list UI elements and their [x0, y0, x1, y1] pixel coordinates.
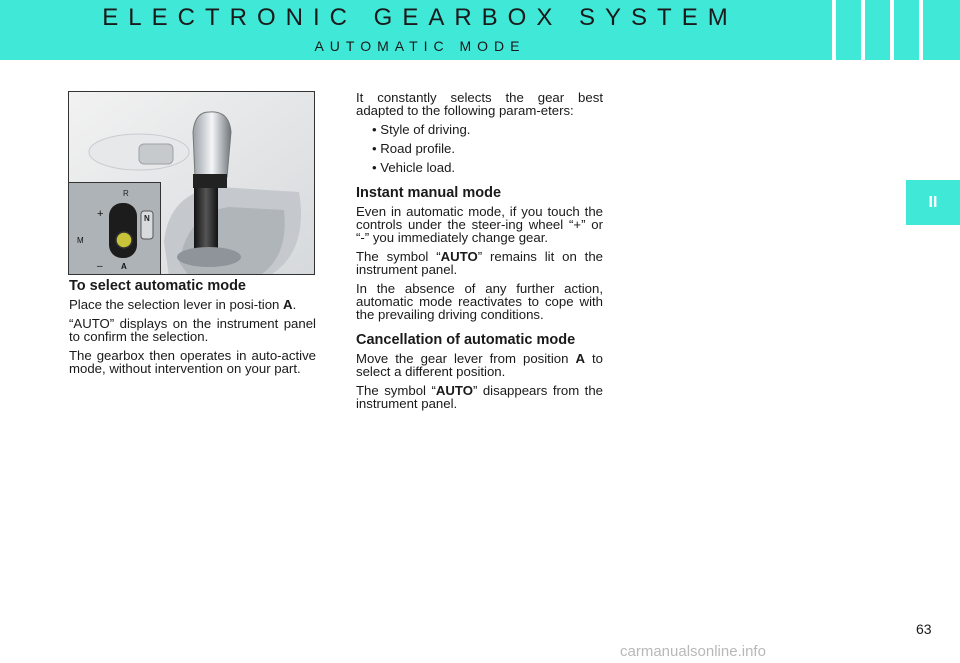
bullet-load: • Vehicle load. [372, 160, 456, 175]
heading-select-automatic: To select automatic mode [69, 278, 246, 294]
page-header [0, 0, 960, 60]
bullet-driving: • Style of driving. [372, 122, 471, 137]
manual-paragraph-1: Even in automatic mode, if you touch the controls under the steer-ing wheel “+” or “-” you immediately change gear. [356, 204, 603, 245]
heading-cancellation: Cancellation of automatic mode [356, 332, 576, 348]
chapter-tab: II [906, 180, 960, 225]
header-stripes [832, 0, 948, 60]
left-column [69, 279, 316, 381]
left-paragraph-2: “AUTO” displays on the instrument panel to confirm the selection. [69, 316, 316, 344]
gate-label-minus: – [97, 261, 103, 272]
selector-gate-inset [68, 182, 161, 275]
left-paragraph-1: Place the selection lever in posi-tion A. [69, 297, 297, 312]
bullet-road: • Road profile. [372, 141, 456, 156]
manual-paragraph-2: The symbol “AUTO” remains lit on the instrument panel. [356, 249, 603, 277]
manual-paragraph-3: In the absence of any further action, automatic mode reactivates to cope with the prevailing driving conditions. [356, 281, 603, 322]
gate-label-a: A [121, 262, 127, 271]
heading-instant-manual: Instant manual mode [356, 185, 502, 201]
selector-gate-illustration [69, 183, 161, 275]
right-intro: It constantly selects the gear best adapted to the following param-eters: [356, 90, 603, 118]
cancel-paragraph-2: The symbol “AUTO” disappears from the instrument panel. [356, 383, 604, 411]
gate-label-n: N [144, 214, 150, 223]
left-paragraph-3: The gearbox then operates in auto-active mode, without intervention on your part. [69, 348, 316, 376]
gate-label-m: M [77, 236, 84, 245]
watermark: carmanualsonline.info [620, 643, 766, 660]
page-subtitle: AUTOMATIC MODE [314, 38, 526, 54]
gate-label-plus: + [97, 208, 104, 220]
cancel-paragraph-1: Move the gear lever from position A to select a different position. [356, 351, 603, 379]
gate-label-r: R [123, 189, 129, 198]
page-title: ELECTRONIC GEARBOX SYSTEM [102, 4, 738, 31]
page-number: 63 [916, 621, 932, 637]
right-column [356, 91, 603, 416]
